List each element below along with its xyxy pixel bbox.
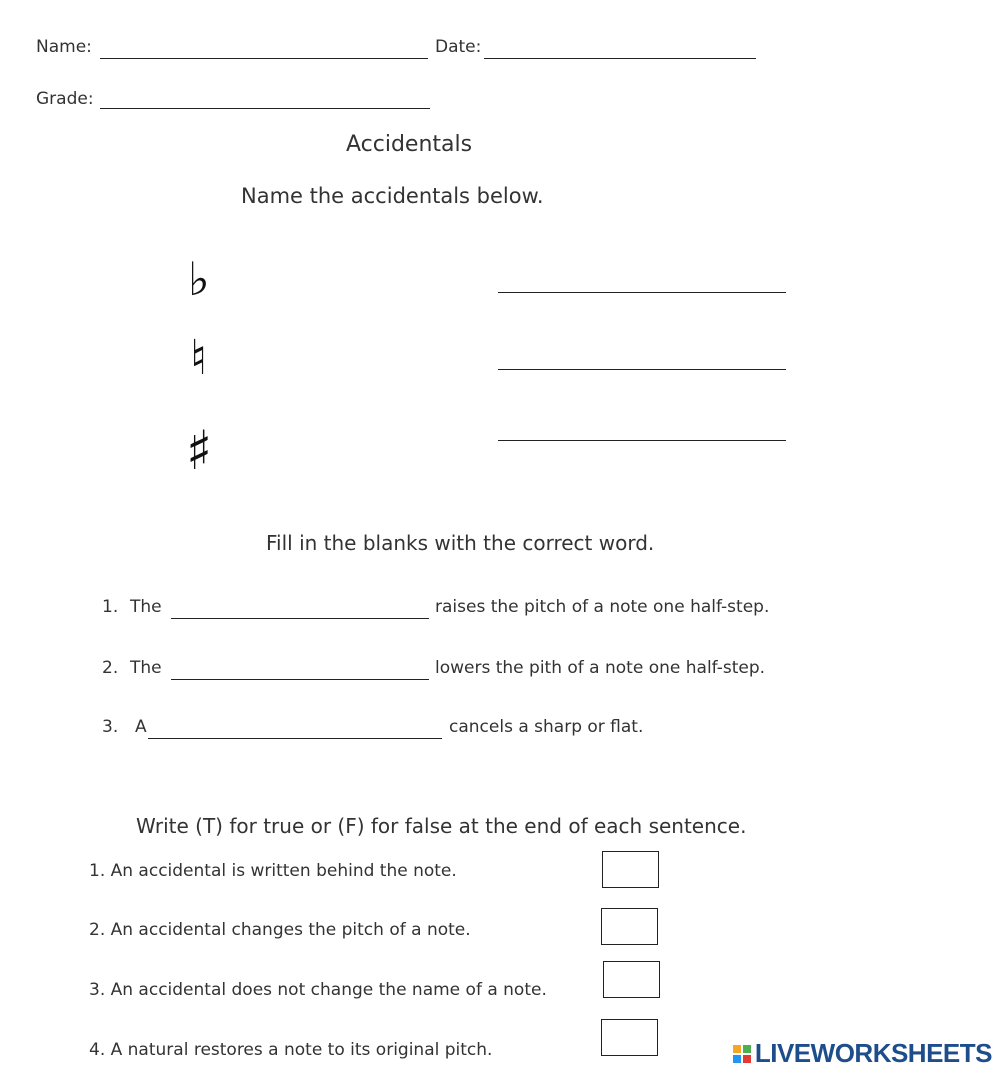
- section2-instruction: Fill in the blanks with the correct word.: [266, 531, 655, 555]
- section1-instruction: Name the accidentals below.: [241, 184, 544, 208]
- tf-statement: 2. An accidental changes the pitch of a note.: [89, 920, 471, 940]
- sharp-icon: ♯: [186, 419, 213, 482]
- fill-blank-1[interactable]: [171, 618, 429, 619]
- page-title: Accidentals: [346, 132, 473, 157]
- fill-item-suffix: lowers the pith of a note one half-step.: [435, 658, 766, 678]
- natural-icon: ♮: [190, 330, 208, 386]
- fill-item-number: 3.: [102, 717, 119, 737]
- tf-answer-box-4[interactable]: [601, 1019, 658, 1056]
- fill-item-prefix: The: [130, 597, 162, 617]
- sharp-answer-field[interactable]: [498, 440, 786, 441]
- fill-item-suffix: cancels a sharp or flat.: [449, 717, 644, 737]
- fill-item-suffix: raises the pitch of a note one half-step.: [435, 597, 770, 617]
- liveworksheets-logo: [733, 1038, 992, 1069]
- name-label: Name:: [36, 37, 92, 57]
- flat-icon: ♭: [188, 252, 210, 306]
- fill-item-number: 2.: [102, 658, 119, 678]
- fill-item-prefix: The: [130, 658, 162, 678]
- fill-item-prefix: A: [135, 717, 147, 737]
- tf-answer-box-3[interactable]: [603, 961, 660, 998]
- section3-instruction: Write (T) for true or (F) for false at the end of each sentence.: [136, 814, 747, 838]
- tf-statement: 3. An accidental does not change the name of a note.: [89, 980, 547, 1000]
- date-field[interactable]: [484, 58, 756, 59]
- flat-answer-field[interactable]: [498, 292, 786, 293]
- tf-statement: 4. A natural restores a note to its original pitch.: [89, 1040, 493, 1060]
- date-label: Date:: [435, 37, 482, 57]
- tf-answer-box-1[interactable]: [602, 851, 659, 888]
- name-field[interactable]: [100, 58, 428, 59]
- tf-statement: 1. An accidental is written behind the note.: [89, 861, 457, 881]
- tf-answer-box-2[interactable]: [601, 908, 658, 945]
- natural-answer-field[interactable]: [498, 369, 786, 370]
- grade-field[interactable]: [100, 108, 430, 109]
- logo-text: LIVEWORKSHEETS: [754, 1038, 992, 1068]
- logo-grid-icon: [733, 1045, 751, 1063]
- fill-blank-3[interactable]: [148, 738, 442, 739]
- grade-label: Grade:: [36, 89, 94, 109]
- fill-blank-2[interactable]: [171, 679, 429, 680]
- fill-item-number: 1.: [102, 597, 119, 617]
